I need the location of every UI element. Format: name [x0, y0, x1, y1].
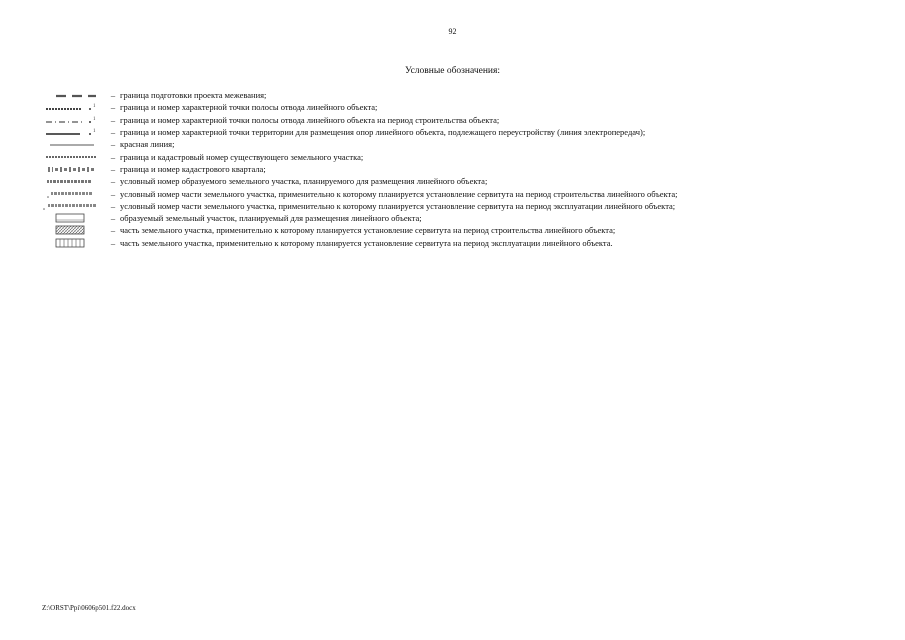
red-line-icon: [42, 139, 100, 149]
legend-item: 1 – граница и номер характерной точки полосы отвода линейного объекта на период строительства объекта;: [42, 114, 842, 126]
legend-item: 1 – граница и номер характерной точки полосы отвода линейного объекта;: [42, 101, 842, 113]
legend-item: – часть земельного участка, применительно к которому планируется установление сервитута на период эксплуатации линейного объекта.: [42, 237, 842, 249]
legend-list: [42, 89, 842, 249]
legend-item: – граница и кадастровый номер существующего земельного участка;: [42, 150, 842, 162]
dashed-boundary-icon: [42, 90, 100, 100]
solid-boundary-point-icon: [42, 127, 100, 137]
legend-item: – граница и номер кадастрового квартала;: [42, 163, 842, 175]
legend-item: – граница подготовки проекта межевания;: [42, 89, 842, 101]
page-number: 92: [448, 27, 457, 36]
legend-item: – красная линия;: [42, 138, 842, 150]
dotted-boundary-point-icon: [42, 102, 100, 112]
quarter-number-icon: [42, 164, 100, 174]
legend-item: 1 – граница и номер характерной точки территории для размещения опор линейного объекта, подлежащего переустройству (линия электропередач);: [42, 126, 842, 138]
legend-item: – часть земельного участка, применительно к которому планируется установление сервитута на период строительства линейного объекта;: [42, 224, 842, 236]
hatched-box-icon: [42, 225, 100, 235]
grid-box-icon: [42, 238, 100, 248]
dash-dot-boundary-point-icon: [42, 115, 100, 125]
legend-item: – условный номер образуемого земельного участка, планируемого для размещения линейного объекта;: [42, 175, 842, 187]
legend-title: Условные обозначения:: [404, 66, 500, 76]
operation-servitude-number-icon: [42, 201, 100, 211]
construction-servitude-number-icon: [42, 189, 100, 199]
svg-text:1: 1: [93, 116, 96, 122]
cadastral-number-icon: [42, 152, 100, 162]
legend-item: – образуемый земельный участок, планируемый для размещения линейного объекта;: [42, 212, 842, 224]
svg-text:1: 1: [93, 129, 96, 135]
legend-item: – условный номер части земельного участка, применительно к которому планируется установление сервитута на период строительства линейного объекта;: [42, 187, 842, 199]
formed-parcel-box-icon: [42, 213, 100, 223]
formed-parcel-number-icon: [42, 176, 100, 186]
legend-item: – условный номер части земельного участка, применительно к которому планируется установление сервитута на период эксплуатации линейного объекта;: [42, 200, 842, 212]
svg-text:1: 1: [93, 104, 96, 110]
file-path-footer: Z:\ORST\Ppi\0606p501.f22.docx: [42, 604, 136, 612]
